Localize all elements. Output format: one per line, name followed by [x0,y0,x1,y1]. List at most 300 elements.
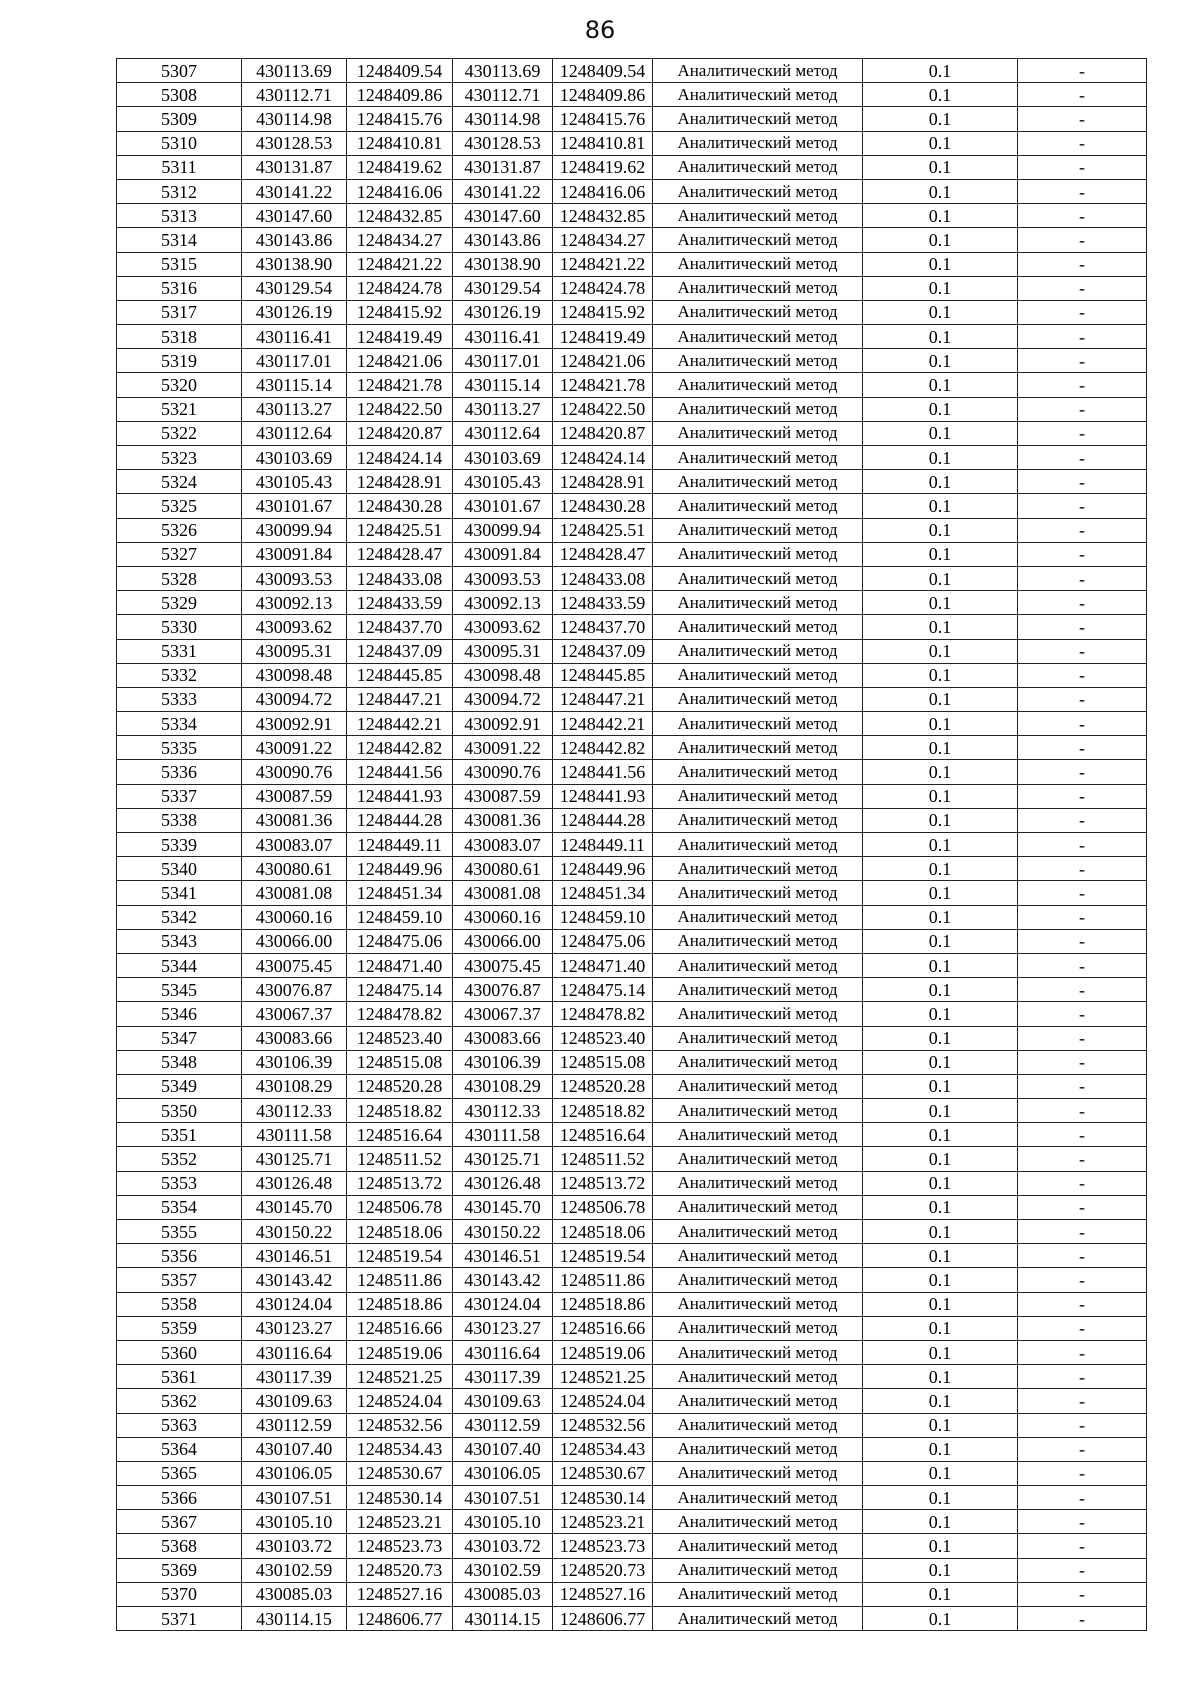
x-coordinate-cell: 430117.01 [242,349,347,373]
x-coordinate-cell: 430116.41 [242,325,347,349]
method-cell: Аналитический метод [653,905,863,929]
point-number-cell: 5333 [117,687,242,711]
table-row [117,663,1147,687]
method-cell: Аналитический метод [653,1534,863,1558]
y-coordinate-2-cell: 1248459.10 [553,905,653,929]
accuracy-cell: 0.1 [863,978,1018,1002]
x-coordinate-cell: 430103.69 [242,446,347,470]
table-row [117,1171,1147,1195]
note-cell: - [1018,639,1147,663]
method-cell: Аналитический метод [653,1316,863,1340]
x-coordinate-cell: 430114.15 [242,1607,347,1631]
y-coordinate-2-cell: 1248519.54 [553,1244,653,1268]
method-cell: Аналитический метод [653,349,863,373]
point-number-cell: 5328 [117,566,242,590]
point-number-cell: 5351 [117,1123,242,1147]
x-coordinate-cell: 430095.31 [242,639,347,663]
note-cell: - [1018,446,1147,470]
accuracy-cell: 0.1 [863,1607,1018,1631]
table-row [117,1244,1147,1268]
note-cell: - [1018,494,1147,518]
method-cell: Аналитический метод [653,1486,863,1510]
table-row [117,1292,1147,1316]
x-coordinate-2-cell: 430093.62 [453,615,553,639]
accuracy-cell: 0.1 [863,1558,1018,1582]
point-number-cell: 5348 [117,1050,242,1074]
point-number-cell: 5359 [117,1316,242,1340]
y-coordinate-cell: 1248410.81 [347,131,453,155]
note-cell: - [1018,107,1147,131]
point-number-cell: 5336 [117,760,242,784]
point-number-cell: 5310 [117,131,242,155]
note-cell: - [1018,1389,1147,1413]
x-coordinate-cell: 430108.29 [242,1074,347,1098]
note-cell: - [1018,1558,1147,1582]
point-number-cell: 5371 [117,1607,242,1631]
accuracy-cell: 0.1 [863,397,1018,421]
x-coordinate-2-cell: 430126.48 [453,1171,553,1195]
note-cell: - [1018,1292,1147,1316]
x-coordinate-2-cell: 430095.31 [453,639,553,663]
x-coordinate-cell: 430126.19 [242,300,347,324]
x-coordinate-2-cell: 430113.69 [453,59,553,83]
accuracy-cell: 0.1 [863,470,1018,494]
x-coordinate-cell: 430112.59 [242,1413,347,1437]
y-coordinate-cell: 1248451.34 [347,881,453,905]
x-coordinate-2-cell: 430067.37 [453,1002,553,1026]
note-cell: - [1018,421,1147,445]
y-coordinate-cell: 1248475.06 [347,929,453,953]
accuracy-cell: 0.1 [863,300,1018,324]
y-coordinate-cell: 1248415.76 [347,107,453,131]
y-coordinate-2-cell: 1248437.70 [553,615,653,639]
x-coordinate-cell: 430090.76 [242,760,347,784]
x-coordinate-cell: 430129.54 [242,276,347,300]
accuracy-cell: 0.1 [863,1220,1018,1244]
x-coordinate-cell: 430107.40 [242,1437,347,1461]
method-cell: Аналитический метод [653,373,863,397]
y-coordinate-cell: 1248519.54 [347,1244,453,1268]
accuracy-cell: 0.1 [863,349,1018,373]
x-coordinate-2-cell: 430085.03 [453,1582,553,1606]
y-coordinate-2-cell: 1248449.11 [553,833,653,857]
note-cell: - [1018,736,1147,760]
table-row [117,978,1147,1002]
note-cell: - [1018,591,1147,615]
point-number-cell: 5316 [117,276,242,300]
y-coordinate-cell: 1248518.82 [347,1099,453,1123]
note-cell: - [1018,59,1147,83]
method-cell: Аналитический метод [653,107,863,131]
x-coordinate-cell: 430116.64 [242,1340,347,1364]
accuracy-cell: 0.1 [863,760,1018,784]
method-cell: Аналитический метод [653,59,863,83]
method-cell: Аналитический метод [653,1002,863,1026]
point-number-cell: 5338 [117,808,242,832]
x-coordinate-cell: 430117.39 [242,1365,347,1389]
y-coordinate-cell: 1248445.85 [347,663,453,687]
y-coordinate-cell: 1248521.25 [347,1365,453,1389]
x-coordinate-cell: 430106.05 [242,1461,347,1485]
accuracy-cell: 0.1 [863,155,1018,179]
note-cell: - [1018,929,1147,953]
table-row [117,446,1147,470]
point-number-cell: 5326 [117,518,242,542]
y-coordinate-2-cell: 1248415.76 [553,107,653,131]
x-coordinate-cell: 430124.04 [242,1292,347,1316]
point-number-cell: 5360 [117,1340,242,1364]
y-coordinate-cell: 1248530.14 [347,1486,453,1510]
x-coordinate-2-cell: 430076.87 [453,978,553,1002]
x-coordinate-2-cell: 430138.90 [453,252,553,276]
note-cell: - [1018,470,1147,494]
x-coordinate-cell: 430067.37 [242,1002,347,1026]
x-coordinate-cell: 430113.27 [242,397,347,421]
method-cell: Аналитический метод [653,639,863,663]
table-row [117,1268,1147,1292]
point-number-cell: 5353 [117,1171,242,1195]
method-cell: Аналитический метод [653,131,863,155]
table-row [117,1050,1147,1074]
accuracy-cell: 0.1 [863,252,1018,276]
y-coordinate-2-cell: 1248475.06 [553,929,653,953]
table-row [117,1413,1147,1437]
table-row [117,1002,1147,1026]
table-row [117,228,1147,252]
point-number-cell: 5341 [117,881,242,905]
y-coordinate-2-cell: 1248518.86 [553,1292,653,1316]
accuracy-cell: 0.1 [863,1340,1018,1364]
method-cell: Аналитический метод [653,857,863,881]
note-cell: - [1018,1050,1147,1074]
point-number-cell: 5340 [117,857,242,881]
table-row [117,1026,1147,1050]
y-coordinate-2-cell: 1248442.82 [553,736,653,760]
point-number-cell: 5324 [117,470,242,494]
table-row [117,1147,1147,1171]
table-row [117,155,1147,179]
table-row [117,83,1147,107]
table-row [117,760,1147,784]
y-coordinate-2-cell: 1248437.09 [553,639,653,663]
point-number-cell: 5361 [117,1365,242,1389]
y-coordinate-cell: 1248432.85 [347,204,453,228]
x-coordinate-2-cell: 430099.94 [453,518,553,542]
accuracy-cell: 0.1 [863,204,1018,228]
note-cell: - [1018,1099,1147,1123]
point-number-cell: 5350 [117,1099,242,1123]
y-coordinate-2-cell: 1248409.86 [553,83,653,107]
x-coordinate-2-cell: 430081.08 [453,881,553,905]
x-coordinate-2-cell: 430115.14 [453,373,553,397]
y-coordinate-2-cell: 1248518.06 [553,1220,653,1244]
method-cell: Аналитический метод [653,1195,863,1219]
x-coordinate-cell: 430101.67 [242,494,347,518]
note-cell: - [1018,1340,1147,1364]
x-coordinate-cell: 430141.22 [242,179,347,203]
method-cell: Аналитический метод [653,808,863,832]
x-coordinate-2-cell: 430101.67 [453,494,553,518]
y-coordinate-2-cell: 1248442.21 [553,712,653,736]
method-cell: Аналитический метод [653,929,863,953]
accuracy-cell: 0.1 [863,107,1018,131]
method-cell: Аналитический метод [653,687,863,711]
note-cell: - [1018,397,1147,421]
y-coordinate-2-cell: 1248422.50 [553,397,653,421]
point-number-cell: 5329 [117,591,242,615]
accuracy-cell: 0.1 [863,1099,1018,1123]
y-coordinate-cell: 1248409.54 [347,59,453,83]
note-cell: - [1018,1510,1147,1534]
y-coordinate-2-cell: 1248441.56 [553,760,653,784]
x-coordinate-cell: 430114.98 [242,107,347,131]
x-coordinate-cell: 430093.62 [242,615,347,639]
table-row [117,1558,1147,1582]
method-cell: Аналитический метод [653,300,863,324]
table-row [117,107,1147,131]
table-row [117,1461,1147,1485]
y-coordinate-cell: 1248421.22 [347,252,453,276]
method-cell: Аналитический метод [653,591,863,615]
note-cell: - [1018,1365,1147,1389]
x-coordinate-cell: 430145.70 [242,1195,347,1219]
table-row [117,518,1147,542]
point-number-cell: 5308 [117,83,242,107]
x-coordinate-2-cell: 430090.76 [453,760,553,784]
accuracy-cell: 0.1 [863,736,1018,760]
x-coordinate-2-cell: 430114.98 [453,107,553,131]
y-coordinate-cell: 1248523.21 [347,1510,453,1534]
y-coordinate-cell: 1248511.86 [347,1268,453,1292]
x-coordinate-cell: 430092.13 [242,591,347,615]
y-coordinate-2-cell: 1248415.92 [553,300,653,324]
x-coordinate-2-cell: 430124.04 [453,1292,553,1316]
y-coordinate-2-cell: 1248425.51 [553,518,653,542]
x-coordinate-cell: 430107.51 [242,1486,347,1510]
y-coordinate-2-cell: 1248515.08 [553,1050,653,1074]
y-coordinate-2-cell: 1248424.14 [553,446,653,470]
y-coordinate-cell: 1248442.21 [347,712,453,736]
x-coordinate-cell: 430131.87 [242,155,347,179]
y-coordinate-2-cell: 1248451.34 [553,881,653,905]
y-coordinate-2-cell: 1248524.04 [553,1389,653,1413]
y-coordinate-2-cell: 1248430.28 [553,494,653,518]
accuracy-cell: 0.1 [863,446,1018,470]
y-coordinate-cell: 1248471.40 [347,953,453,977]
x-coordinate-cell: 430085.03 [242,1582,347,1606]
point-number-cell: 5344 [117,953,242,977]
note-cell: - [1018,1413,1147,1437]
y-coordinate-2-cell: 1248523.21 [553,1510,653,1534]
x-coordinate-2-cell: 430125.71 [453,1147,553,1171]
table-row [117,1486,1147,1510]
method-cell: Аналитический метод [653,1026,863,1050]
x-coordinate-cell: 430106.39 [242,1050,347,1074]
accuracy-cell: 0.1 [863,1195,1018,1219]
note-cell: - [1018,1244,1147,1268]
method-cell: Аналитический метод [653,494,863,518]
accuracy-cell: 0.1 [863,1437,1018,1461]
x-coordinate-cell: 430091.22 [242,736,347,760]
note-cell: - [1018,1195,1147,1219]
accuracy-cell: 0.1 [863,712,1018,736]
table-row [117,59,1147,83]
y-coordinate-cell: 1248419.62 [347,155,453,179]
coordinates-table-body [117,59,1147,1631]
method-cell: Аналитический метод [653,83,863,107]
accuracy-cell: 0.1 [863,1026,1018,1050]
y-coordinate-cell: 1248518.86 [347,1292,453,1316]
x-coordinate-2-cell: 430147.60 [453,204,553,228]
x-coordinate-2-cell: 430116.41 [453,325,553,349]
point-number-cell: 5335 [117,736,242,760]
note-cell: - [1018,881,1147,905]
y-coordinate-cell: 1248515.08 [347,1050,453,1074]
x-coordinate-cell: 430080.61 [242,857,347,881]
point-number-cell: 5345 [117,978,242,1002]
x-coordinate-2-cell: 430105.43 [453,470,553,494]
table-row [117,470,1147,494]
y-coordinate-cell: 1248416.06 [347,179,453,203]
method-cell: Аналитический метод [653,1074,863,1098]
x-coordinate-cell: 430091.84 [242,542,347,566]
method-cell: Аналитический метод [653,1244,863,1268]
note-cell: - [1018,833,1147,857]
y-coordinate-2-cell: 1248409.54 [553,59,653,83]
y-coordinate-2-cell: 1248532.56 [553,1413,653,1437]
y-coordinate-cell: 1248415.92 [347,300,453,324]
x-coordinate-2-cell: 430146.51 [453,1244,553,1268]
method-cell: Аналитический метод [653,978,863,1002]
note-cell: - [1018,857,1147,881]
y-coordinate-2-cell: 1248521.25 [553,1365,653,1389]
method-cell: Аналитический метод [653,1461,863,1485]
accuracy-cell: 0.1 [863,1171,1018,1195]
y-coordinate-2-cell: 1248475.14 [553,978,653,1002]
table-row [117,1099,1147,1123]
note-cell: - [1018,1074,1147,1098]
note-cell: - [1018,760,1147,784]
accuracy-cell: 0.1 [863,131,1018,155]
y-coordinate-cell: 1248511.52 [347,1147,453,1171]
x-coordinate-cell: 430150.22 [242,1220,347,1244]
y-coordinate-2-cell: 1248523.73 [553,1534,653,1558]
table-row [117,1389,1147,1413]
point-number-cell: 5311 [117,155,242,179]
y-coordinate-2-cell: 1248445.85 [553,663,653,687]
y-coordinate-cell: 1248520.73 [347,1558,453,1582]
y-coordinate-2-cell: 1248433.08 [553,566,653,590]
point-number-cell: 5347 [117,1026,242,1050]
point-number-cell: 5317 [117,300,242,324]
y-coordinate-2-cell: 1248449.96 [553,857,653,881]
note-cell: - [1018,1268,1147,1292]
accuracy-cell: 0.1 [863,518,1018,542]
x-coordinate-cell: 430081.08 [242,881,347,905]
point-number-cell: 5334 [117,712,242,736]
method-cell: Аналитический метод [653,1123,863,1147]
y-coordinate-cell: 1248459.10 [347,905,453,929]
y-coordinate-2-cell: 1248530.67 [553,1461,653,1485]
x-coordinate-cell: 430112.33 [242,1099,347,1123]
table-row [117,687,1147,711]
table-row [117,857,1147,881]
x-coordinate-2-cell: 430112.71 [453,83,553,107]
x-coordinate-2-cell: 430143.86 [453,228,553,252]
point-number-cell: 5366 [117,1486,242,1510]
y-coordinate-2-cell: 1248478.82 [553,1002,653,1026]
table-row [117,784,1147,808]
table-row [117,1316,1147,1340]
note-cell: - [1018,300,1147,324]
accuracy-cell: 0.1 [863,929,1018,953]
x-coordinate-2-cell: 430116.64 [453,1340,553,1364]
method-cell: Аналитический метод [653,276,863,300]
method-cell: Аналитический метод [653,252,863,276]
note-cell: - [1018,905,1147,929]
point-number-cell: 5325 [117,494,242,518]
point-number-cell: 5313 [117,204,242,228]
note-cell: - [1018,325,1147,349]
x-coordinate-2-cell: 430060.16 [453,905,553,929]
method-cell: Аналитический метод [653,663,863,687]
point-number-cell: 5337 [117,784,242,808]
table-row [117,204,1147,228]
table-row [117,953,1147,977]
y-coordinate-2-cell: 1248513.72 [553,1171,653,1195]
point-number-cell: 5314 [117,228,242,252]
x-coordinate-2-cell: 430106.39 [453,1050,553,1074]
x-coordinate-cell: 430093.53 [242,566,347,590]
accuracy-cell: 0.1 [863,1389,1018,1413]
method-cell: Аналитический метод [653,1510,863,1534]
y-coordinate-cell: 1248513.72 [347,1171,453,1195]
note-cell: - [1018,1220,1147,1244]
accuracy-cell: 0.1 [863,833,1018,857]
y-coordinate-cell: 1248506.78 [347,1195,453,1219]
x-coordinate-2-cell: 430112.33 [453,1099,553,1123]
x-coordinate-cell: 430105.10 [242,1510,347,1534]
note-cell: - [1018,1316,1147,1340]
note-cell: - [1018,179,1147,203]
table-row [117,736,1147,760]
point-number-cell: 5364 [117,1437,242,1461]
x-coordinate-cell: 430102.59 [242,1558,347,1582]
table-row [117,1534,1147,1558]
y-coordinate-2-cell: 1248421.78 [553,373,653,397]
y-coordinate-cell: 1248428.91 [347,470,453,494]
x-coordinate-2-cell: 430131.87 [453,155,553,179]
accuracy-cell: 0.1 [863,1123,1018,1147]
method-cell: Аналитический метод [653,204,863,228]
accuracy-cell: 0.1 [863,953,1018,977]
y-coordinate-cell: 1248523.40 [347,1026,453,1050]
x-coordinate-2-cell: 430102.59 [453,1558,553,1582]
y-coordinate-2-cell: 1248471.40 [553,953,653,977]
x-coordinate-2-cell: 430112.59 [453,1413,553,1437]
table-row [117,276,1147,300]
note-cell: - [1018,808,1147,832]
note-cell: - [1018,953,1147,977]
point-number-cell: 5318 [117,325,242,349]
y-coordinate-2-cell: 1248421.22 [553,252,653,276]
y-coordinate-2-cell: 1248441.93 [553,784,653,808]
note-cell: - [1018,518,1147,542]
y-coordinate-cell: 1248516.64 [347,1123,453,1147]
method-cell: Аналитический метод [653,1413,863,1437]
table-row [117,397,1147,421]
accuracy-cell: 0.1 [863,1292,1018,1316]
